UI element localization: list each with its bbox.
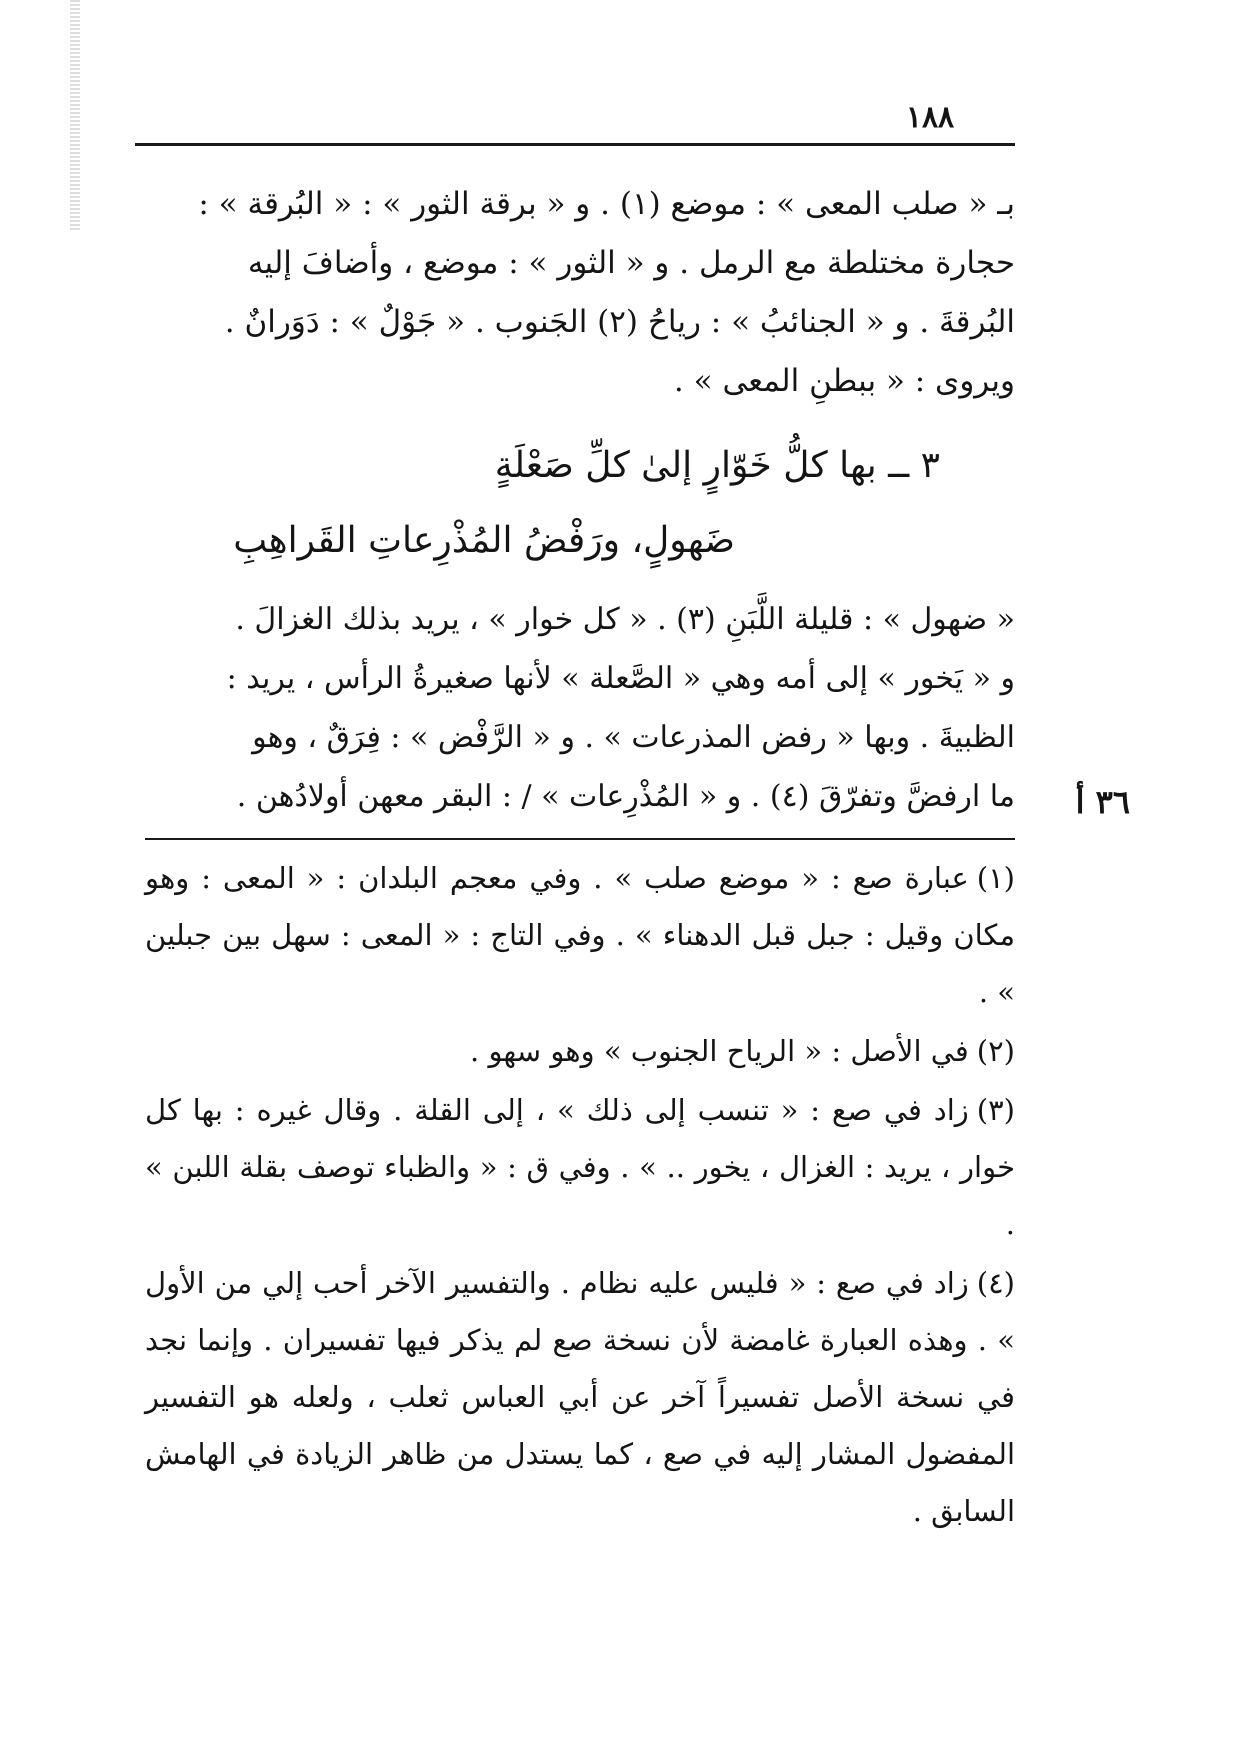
commentary-line: و « يَخور » إلى أمه وهي « الصَّعلة » لأنها صغيرةُ الرأس ، يريد : xyxy=(226,661,1015,696)
footnote-3 xyxy=(145,1082,1015,1253)
main-line: حجارة مختلطة مع الرمل . و « الثور » : موضع ، وأضافَ إليه xyxy=(247,245,1015,281)
footnote-label: (٤) xyxy=(976,1266,1015,1300)
footnote-2 xyxy=(145,1023,1015,1080)
header-rule xyxy=(135,143,1015,146)
footnote-text: زاد في صع : « فليس عليه نظام . والتفسير الآخر أحب إلي من الأول » . وهذه العبارة غامضة لأن نسخة صع لم يذكر فيها تفسيران . وإنما نجد في نسخة الأصل تفسيراً آخر عن أبي العباس ثعلب ، ولعله هو التفسير المفضول المشار إليه في صع ، كما يستدل من ظاهر الزيادة في الهامش السابق . xyxy=(145,1266,1015,1528)
footnote-1 xyxy=(145,850,1015,1021)
footnote-label: (١) xyxy=(976,861,1015,895)
commentary-line: الظبيةَ . وبها « رفض المذرعات » . و « الرَّفْض » : فِرَقٌ ، وهو xyxy=(252,720,1015,755)
footnote-text: زاد في صع : « تنسب إلى ذلك » ، إلى القلة . وقال غيره : بها كل خوار ، يريد : الغزال ، يخور .. » . وفي ق : « والظباء توصف بقلة اللبن » . xyxy=(145,1093,1015,1241)
main-line: البُرقةَ . و « الجنائبُ » : رياحُ (٢) الجَنوب . « جَوْلٌ » : دَوَرانٌ . xyxy=(224,304,1015,340)
main-line: بـ « صلب المعى » : موضع (١) . و « برقة الثور » : « البُرقة » : xyxy=(198,186,1015,222)
margin-folio-reference: ٣٦ أ xyxy=(1075,783,1130,821)
verse-second-hemistich: ضَهولٍ، ورَفْضُ المُذْرِعاتِ القَراهِبِ xyxy=(233,520,735,561)
footnote-rule xyxy=(145,838,1015,840)
commentary-block xyxy=(145,590,1015,826)
footnote-text: عبارة صع : « موضع صلب » . وفي معجم البلدان : « المعى : وهو مكان وقيل : جبل قبل الدهناء » . وفي التاج : « المعى : سهل بين جبلين » . xyxy=(145,861,1015,1009)
commentary-line: ما ارفضَّ وتفرّقَ (٤) . و « المُذْرِعات » / : البقر معهن أولادُهن . xyxy=(236,779,1015,814)
footnotes-block xyxy=(145,850,1015,1542)
footnote-label: (٢) xyxy=(976,1034,1015,1068)
commentary-line: « ضهول » : قليلة اللَّبَنِ (٣) . « كل خوار » ، يريد بذلك الغزالَ . xyxy=(235,602,1015,637)
scan-edge-artifact xyxy=(70,0,80,230)
footnote-label: (٣) xyxy=(976,1093,1015,1127)
page-number: ١٨٨ xyxy=(905,100,955,135)
footnote-text: في الأصل : « الرياح الجنوب » وهو سهو . xyxy=(470,1034,969,1068)
main-line: ويروى : « ببطنِ المعى » . xyxy=(673,363,1015,399)
main-text-block xyxy=(145,175,1015,411)
verse-first-hemistich: ٣ ــ بها كلُّ خَوّارٍ إلىٰ كلِّ صَعْلَةٍ xyxy=(494,445,940,486)
footnote-4 xyxy=(145,1255,1015,1540)
